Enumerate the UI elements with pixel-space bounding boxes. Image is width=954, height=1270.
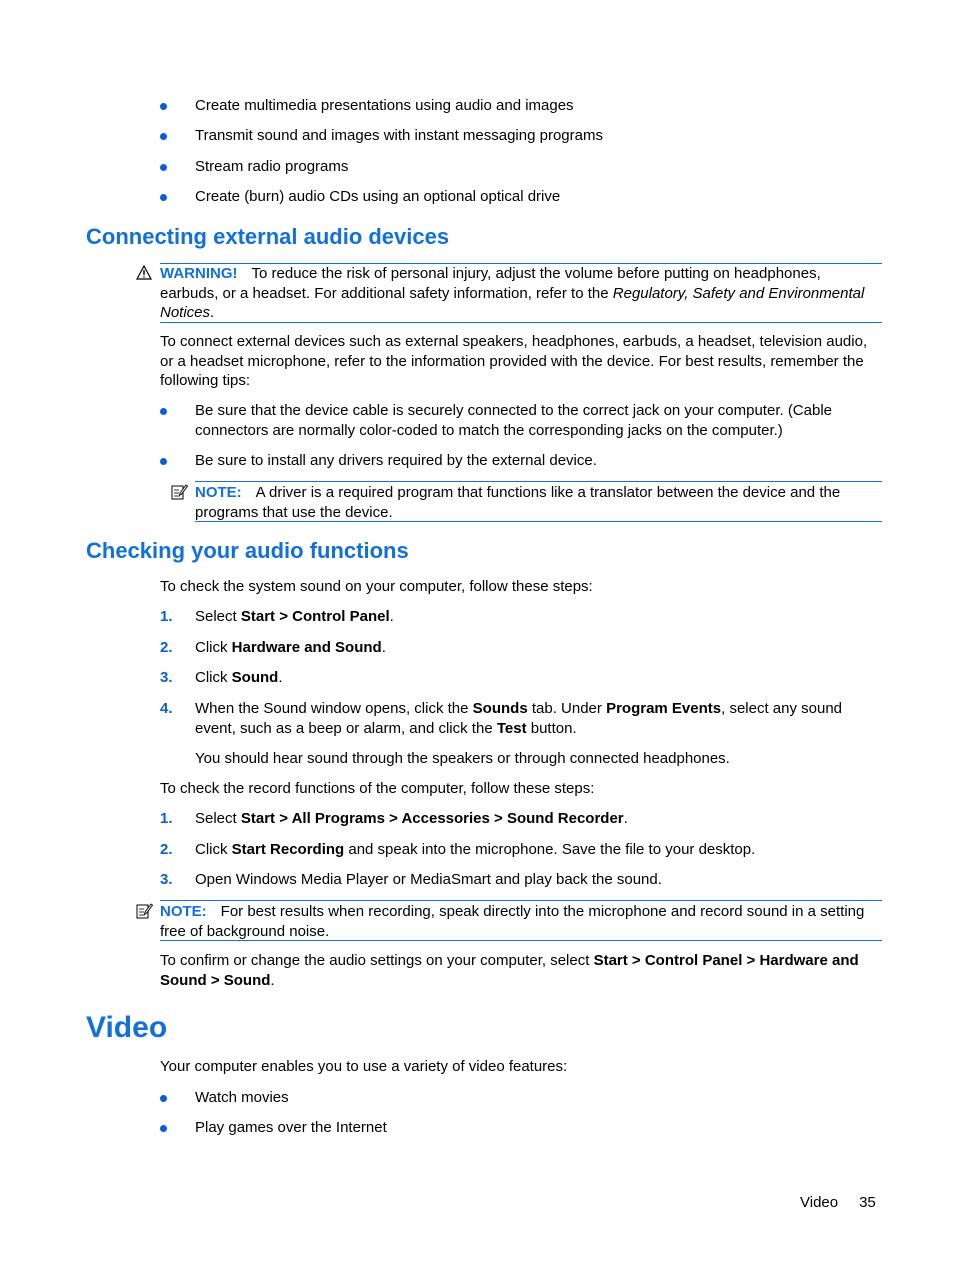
bullet-icon [160, 164, 167, 171]
note-text: For best results when recording, speak directly into the microphone and record sound in a setting free of background noise. [160, 903, 865, 940]
warning-icon [136, 265, 152, 280]
step-text: Open Windows Media Player or MediaSmart and play back the sound. [195, 871, 662, 888]
warning-end: . [210, 304, 215, 322]
warning-label: WARNING! [160, 265, 238, 282]
list-item-text: Watch movies [195, 1089, 289, 1106]
video-intro: Your computer enables you to use a variety of video features: [160, 1058, 568, 1075]
step-number: 2. [160, 639, 173, 656]
bullet-icon [160, 1125, 167, 1132]
step-text: Select Start > Control Panel. [195, 608, 394, 625]
step-number: 2. [160, 841, 173, 858]
step-text: Click Sound. [195, 669, 283, 686]
list-item-text: Be sure to install any drivers required by the external device. [195, 452, 597, 469]
external-devices-paragraph: To connect external devices such as external speakers, headphones, earbuds, a headset, television audio, or a headset microphone, refer to the information provided with the device. For best results, remember the following tips: [160, 333, 868, 390]
note-icon [136, 902, 153, 919]
confirm-settings-paragraph: To confirm or change the audio settings on your computer, select Start > Control Panel > Hardware and Sound > Sound. [160, 952, 859, 989]
page-footer [800, 1193, 882, 1213]
step-number: 1. [160, 810, 173, 827]
note-label: NOTE: [195, 484, 242, 501]
note-icon [171, 483, 188, 500]
step-number: 3. [160, 669, 173, 686]
bullet-icon [160, 103, 167, 110]
section-heading-external-audio: Connecting external audio devices [86, 224, 450, 249]
list-item-text: Play games over the Internet [195, 1119, 387, 1136]
bullet-icon [160, 194, 167, 201]
section-heading-checking-audio: Checking your audio functions [86, 538, 409, 563]
step-number: 1. [160, 608, 173, 625]
footer-label: Video [800, 1194, 839, 1211]
record-steps-intro: To check the record functions of the computer, follow these steps: [160, 780, 595, 797]
step-text: Click Start Recording and speak into the microphone. Save the file to your desktop. [195, 841, 756, 858]
bullet-icon [160, 408, 167, 415]
step-text: Click Hardware and Sound. [195, 639, 386, 656]
step4-followup: You should hear sound through the speakers or through connected headphones. [195, 750, 730, 767]
list-item-text: Stream radio programs [195, 158, 349, 175]
note-callout-recording [160, 900, 882, 941]
note-callout-driver [195, 481, 882, 522]
warning-text: To reduce the risk of personal injury, adjust the volume before putting on headphones, earbuds, or a headset. For additional safety information, refer to the [160, 265, 821, 302]
note-text: A driver is a required program that functions like a translator between the device and the programs that use the device. [195, 484, 841, 521]
step-number: 4. [160, 700, 173, 717]
bullet-icon [160, 458, 167, 465]
list-item-text: Create (burn) audio CDs using an optional optical drive [195, 188, 561, 205]
page-number: 35 [859, 1194, 876, 1211]
list-item-text: Transmit sound and images with instant messaging programs [195, 127, 603, 144]
warning-callout [160, 263, 882, 323]
sound-steps-intro: To check the system sound on your computer, follow these steps: [160, 578, 593, 595]
step-text: When the Sound window opens, click the Sounds tab. Under Program Events, select any sound event, such as a beep or alarm, and click the Test button. [195, 700, 843, 737]
bullet-icon [160, 133, 167, 140]
list-item-text: Be sure that the device cable is securely connected to the correct jack on your computer. (Cable connectors are normally color-coded to match the corresponding jacks on the computer.) [195, 402, 833, 439]
step-number: 3. [160, 871, 173, 888]
step-text: Select Start > All Programs > Accessories > Sound Recorder. [195, 810, 628, 827]
note-label: NOTE: [160, 903, 207, 920]
chapter-heading-video: Video [86, 1011, 168, 1044]
warning-reference-title: Regulatory, Safety and Environmental Notices [160, 284, 865, 322]
bullet-icon [160, 1095, 167, 1102]
list-item-text: Create multimedia presentations using audio and images [195, 97, 574, 114]
